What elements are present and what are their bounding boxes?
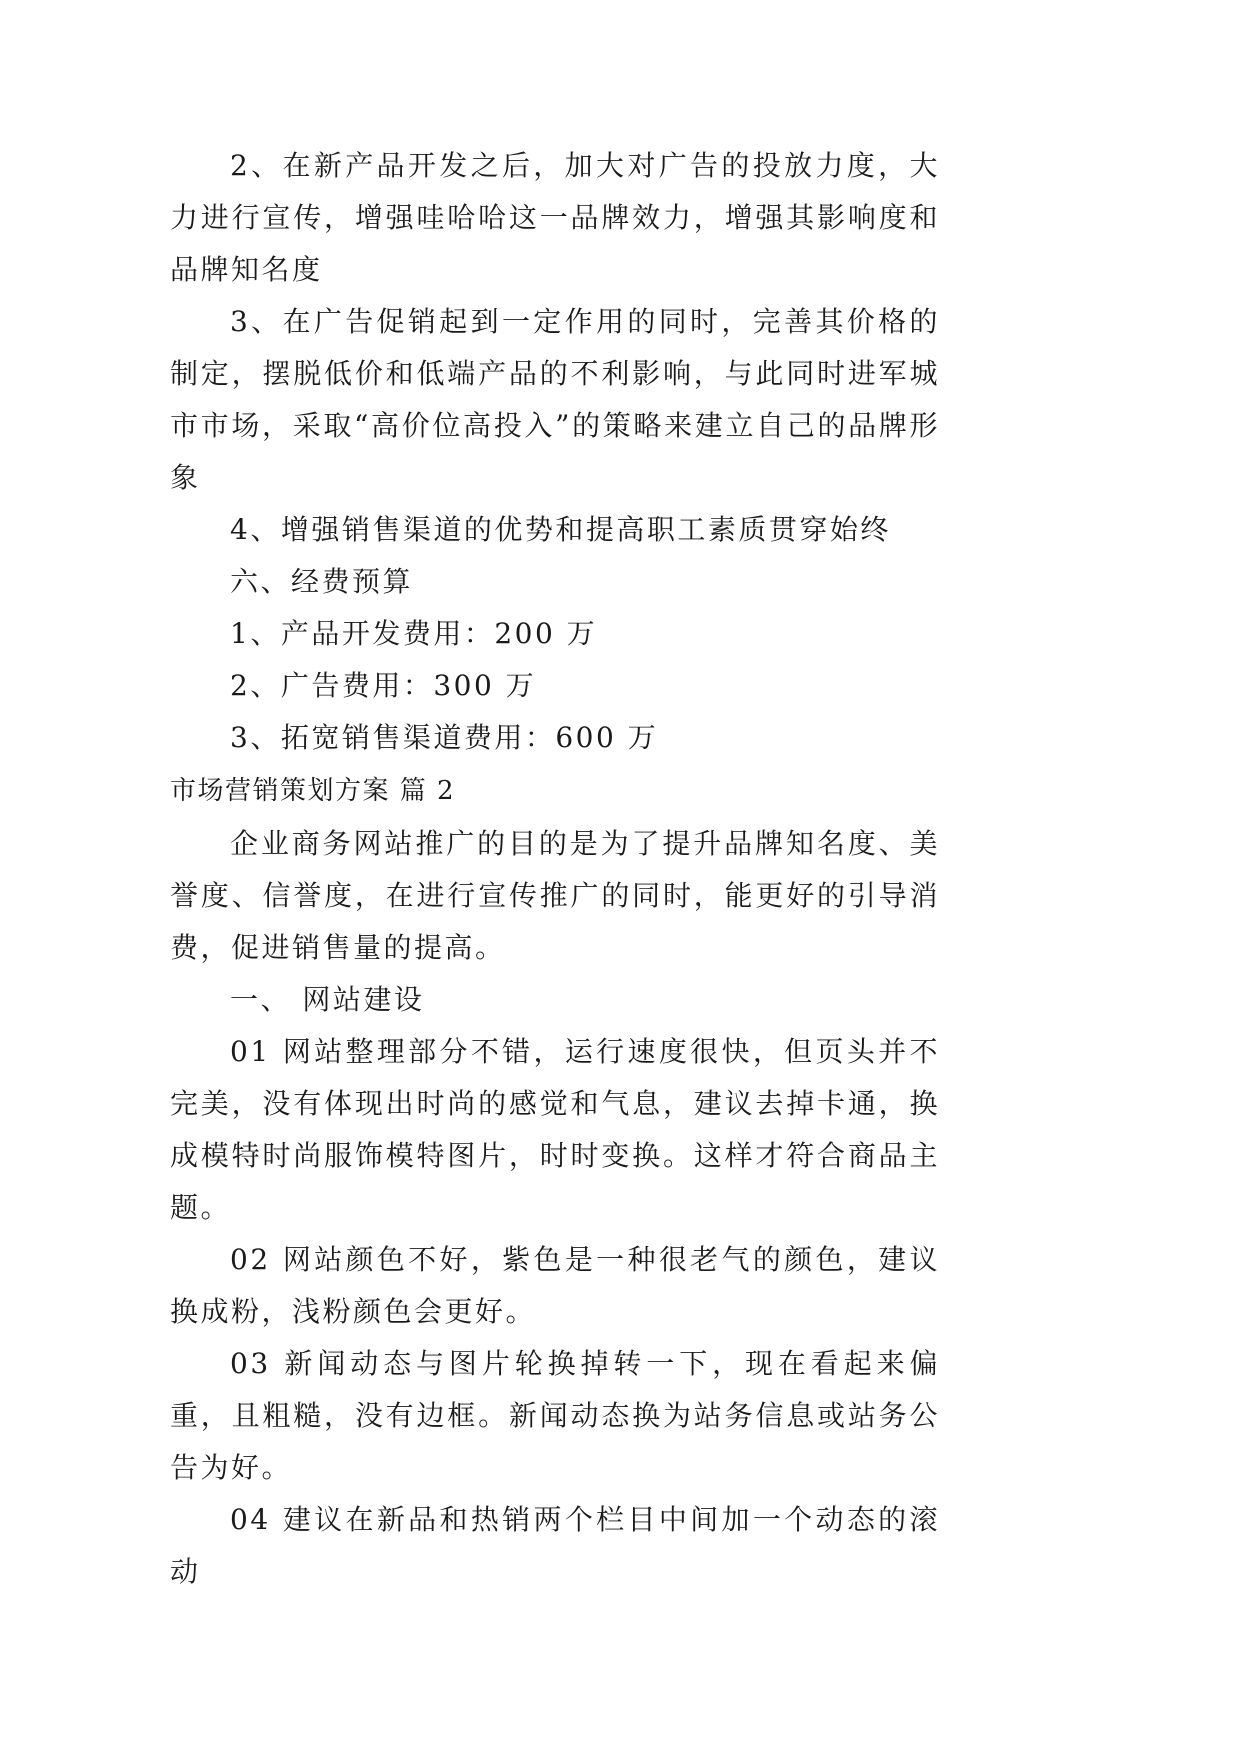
section-heading-budget: 六、经费预算 (230, 565, 414, 598)
budget-item-product-dev: 1、产品开发费用：200 万 (230, 617, 598, 650)
paragraph-item-01: 01 网站整理部分不错，运行速度很快，但页头并不完美，没有体现出时尚的感觉和气息，建议去掉卡通，换成模特时尚服饰模特图片，时时变换。这样才符合商品主题。 (170, 1035, 940, 1224)
budget-item-advertising: 2、广告费用：300 万 (230, 669, 537, 702)
paragraph-ad-investment: 2、在新产品开发之后，加大对广告的投放力度，大力进行宣传，增强哇哈哈这一品牌效力，增强其影响度和品牌知名度 (170, 149, 940, 286)
paragraph-item-04: 04 建议在新品和热销两个栏目中间加一个动态的滚动 (170, 1503, 940, 1588)
paragraph-pricing-strategy: 3、在广告促销起到一定作用的同时，完善其价格的制定，摆脱低价和低端产品的不利影响，与此同时进军城市市场，采取“高价位高投入”的策略来建立自己的品牌形象 (170, 305, 940, 494)
paragraph-sales-channels: 4、增强销售渠道的优势和提高职工素质贯穿始终 (230, 513, 891, 546)
paragraph-promotion-goal: 企业商务网站推广的目的是为了提升品牌知名度、美誉度、信誉度，在进行宣传推广的同时，能更好的引导消费，促进销售量的提高。 (170, 827, 940, 964)
plan-title: 市场营销策划方案 篇 2 (170, 776, 456, 806)
document-page (170, 140, 940, 1598)
paragraph-item-03: 03 新闻动态与图片轮换掉转一下，现在看起来偏重，且粗糙，没有边框。新闻动态换为站务信息或站务公告为好。 (170, 1347, 940, 1484)
budget-item-channels: 3、拓宽销售渠道费用：600 万 (230, 721, 659, 754)
section-heading-website: 一、 网站建设 (230, 983, 425, 1016)
paragraph-item-02: 02 网站颜色不好，紫色是一种很老气的颜色，建议换成粉，浅粉颜色会更好。 (170, 1243, 940, 1328)
